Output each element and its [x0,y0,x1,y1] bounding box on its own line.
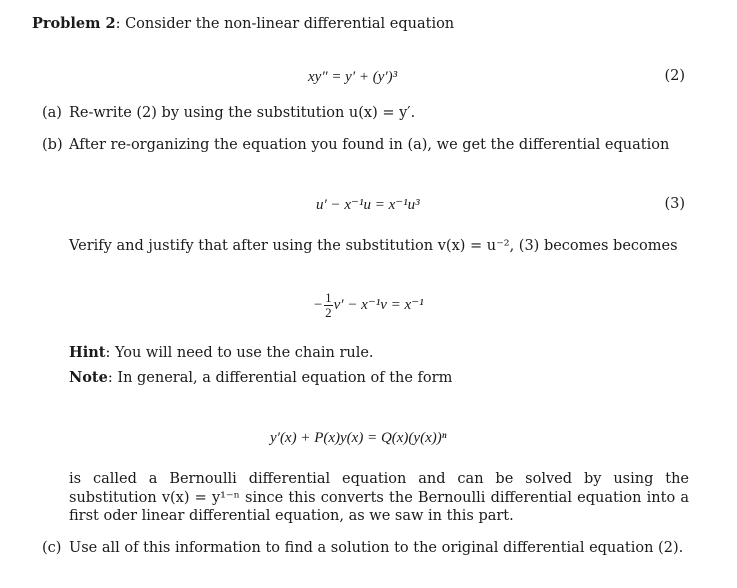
equation-v-rest: v′ − x⁻¹v = x⁻¹ [333,297,424,313]
fraction-denominator: 2 [325,305,332,321]
equation-v-lead: − [313,297,324,313]
equation-v-fraction [324,291,333,320]
equation-2: xy″ = y′ + (y′)³ [308,69,398,85]
part-b-text: After re-organizing the equation you found in (a), we get the differential equation [69,137,670,153]
equation-3-number: (3) [664,196,685,212]
equation-2-number: (2) [664,68,685,84]
bernoulli-equation: y′(x) + P(x)y(x) = Q(x)(y(x))ⁿ [270,430,447,446]
problem-intro: : Consider the non-linear differential equation [115,16,455,32]
part-c-text: Use all of this information to find a solution to the original differential equation (2). [69,540,684,556]
note-label: Note [69,369,108,386]
note-explanation: is called a Bernoulli differential equation and can be solved by using the substitution v(x) = y¹⁻ⁿ since this converts the Bernoulli differential equation into a first oder linear differential equation, as we saw in this part. [69,471,689,524]
part-a-text: Re-write (2) by using the substitution u(x) = y′. [69,105,416,121]
hint-text: : You will need to use the chain rule. [105,345,374,361]
problem-heading [32,15,454,33]
part-b-verify: Verify and justify that after using the substitution v(x) = u⁻², (3) becomes becomes [69,238,678,254]
part-c-label: (c) [42,540,62,556]
equation-v [313,290,424,320]
part-a-label: (a) [42,105,62,121]
note-line [69,369,452,387]
problem-label: Problem 2 [32,15,116,32]
fraction-numerator: 1 [325,290,332,306]
hint-line [69,344,374,362]
hint-label: Hint [69,344,106,361]
note-text: : In general, a differential equation of the form [107,370,453,386]
part-b-label: (b) [42,137,63,153]
equation-3: u′ − x⁻¹u = x⁻¹u³ [316,197,420,213]
